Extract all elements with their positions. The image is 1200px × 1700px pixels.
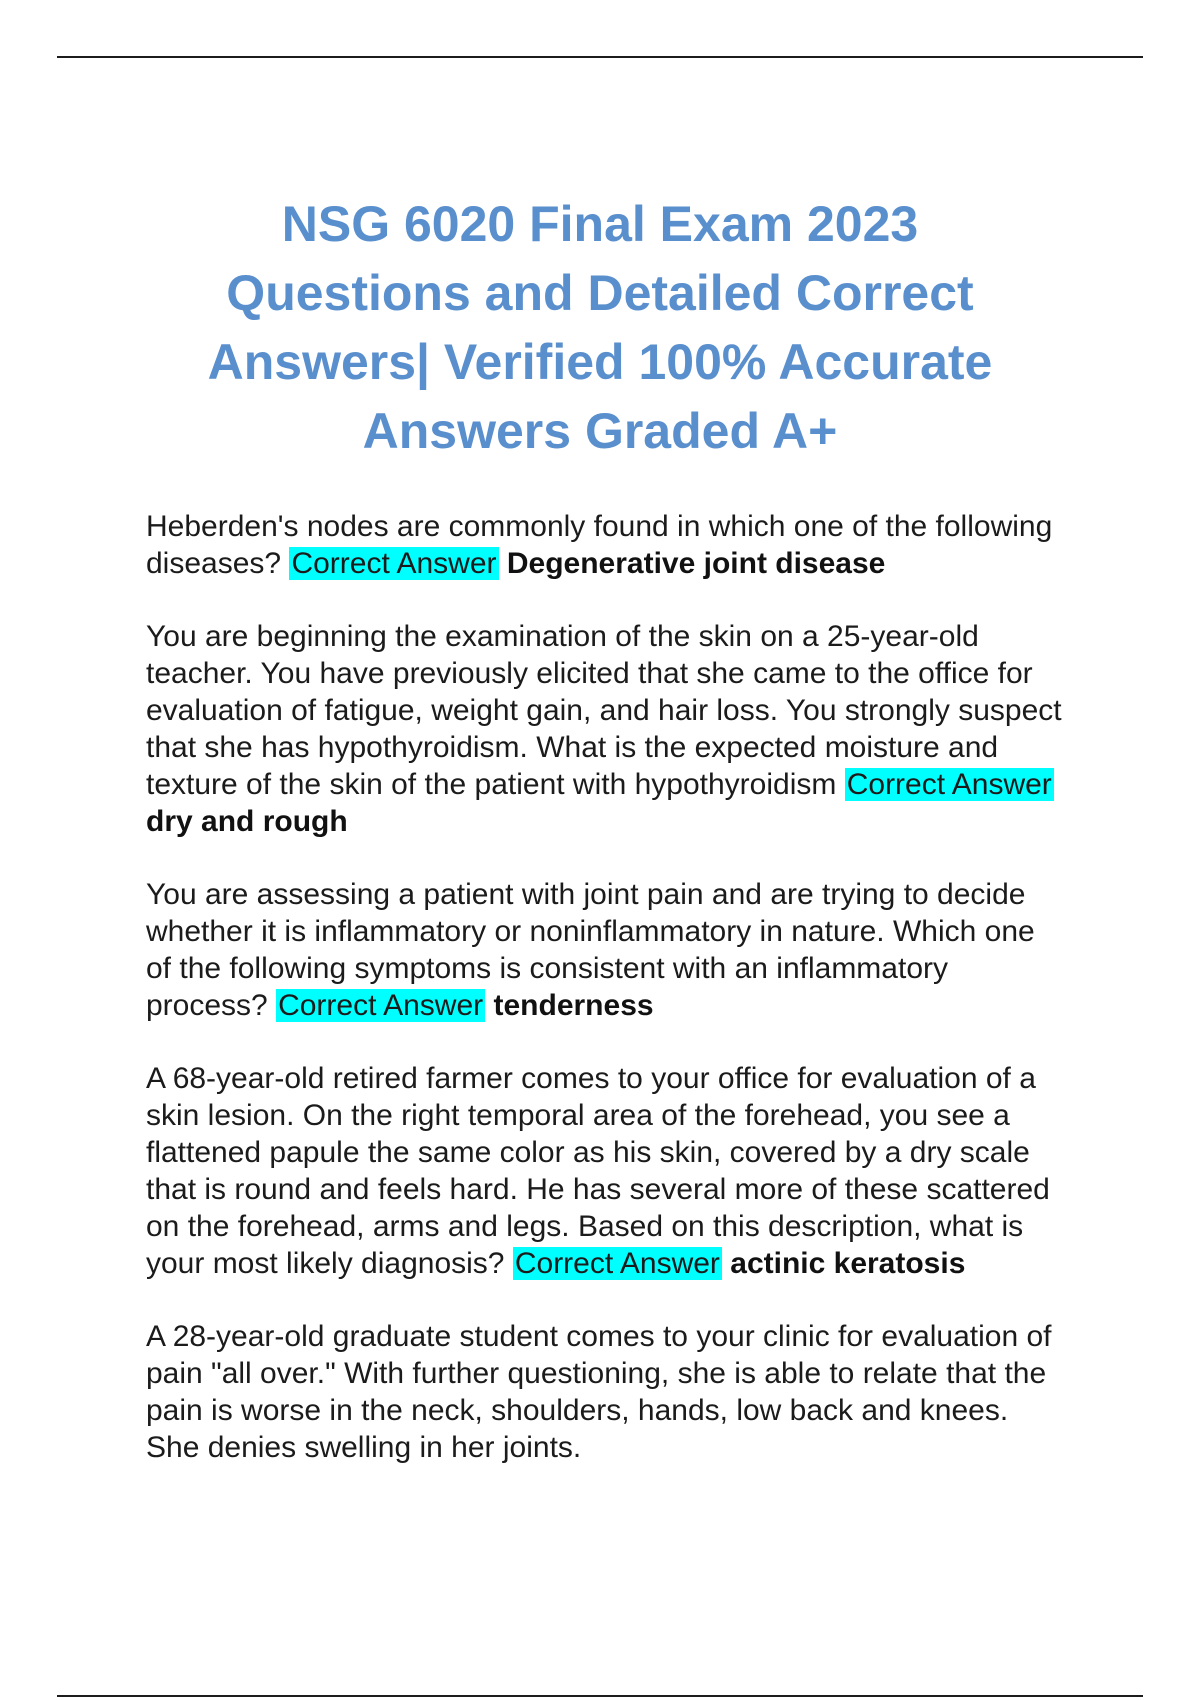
question-list (146, 508, 1066, 1502)
correct-answer-marker: Correct Answer (514, 1247, 720, 1280)
title-line: NSG 6020 Final Exam 2023 (281, 196, 919, 252)
top-rule (57, 56, 1143, 58)
document-title (120, 190, 1080, 466)
answer-text: actinic keratosis (730, 1247, 966, 1280)
question-item (146, 876, 1066, 1024)
correct-answer-marker: Correct Answer (846, 768, 1052, 801)
question-text: Heberden's nodes are commonly found in which one of the following diseases? (146, 510, 1053, 580)
question-item (146, 1060, 1066, 1282)
question-text: You are assessing a patient with joint pain and are trying to decide whether it is inflammatory or noninflammatory in nature. Which one of the following symptoms is consistent with an inflammatory process? (146, 878, 1035, 1022)
correct-answer-marker: Correct Answer (278, 989, 484, 1022)
question-text: A 28-year-old graduate student comes to your clinic for evaluation of pain "all over." With further questioning, she is able to relate that the pain is worse in the neck, shoulders, hands, low back and knees. She denies swelling in her joints. (146, 1320, 1052, 1464)
correct-answer-marker: Correct Answer (291, 547, 497, 580)
question-item (146, 508, 1066, 582)
bottom-rule (57, 1695, 1143, 1697)
answer-text: dry and rough (146, 805, 348, 838)
question-text: A 68-year-old retired farmer comes to your office for evaluation of a skin lesion. On the right temporal area of the forehead, you see a flattened papule the same color as his skin, covered by a dry scale that is round and feels hard. He has several more of these scattered on the forehead, arms and legs. Based on this description, what is your most likely diagnosis? (146, 1062, 1050, 1280)
title-line: Questions and Detailed Correct (226, 265, 974, 321)
question-item (146, 1318, 1066, 1466)
answer-text: Degenerative joint disease (506, 547, 886, 580)
question-text: You are beginning the examination of the skin on a 25-year-old teacher. You have previously elicited that she came to the office for evaluation of fatigue, weight gain, and hair loss. You strongly suspect that she has hypothyroidism. What is the expected moisture and texture of the skin of the patient with hypothyroidism (146, 620, 1062, 801)
title-line: Answers Graded A+ (362, 403, 838, 459)
title-line: Answers| Verified 100% Accurate (207, 334, 993, 390)
question-item (146, 618, 1066, 840)
answer-text: tenderness (493, 989, 654, 1022)
